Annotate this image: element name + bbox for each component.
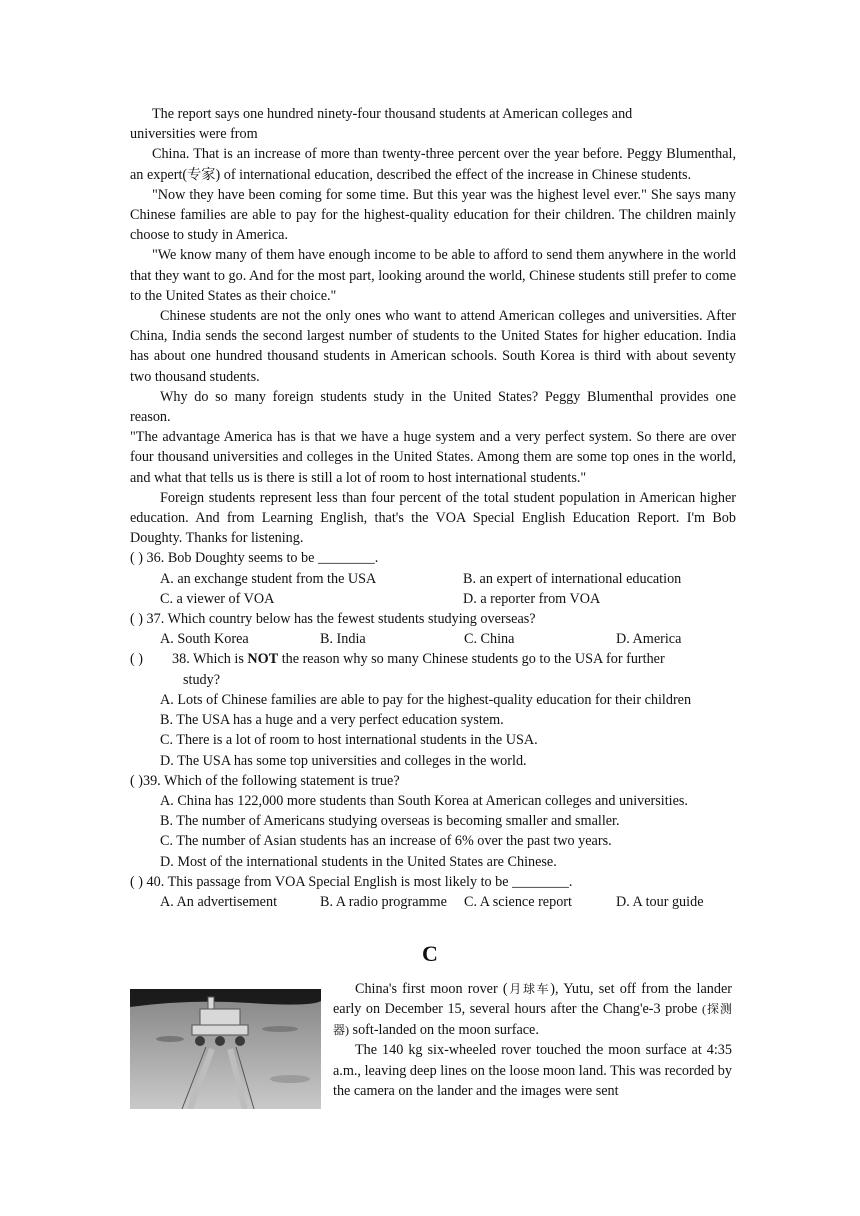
paragraph-6: Why do so many foreign students study in the United States? Peggy Blumenthal provides one reason. [130, 388, 736, 426]
option-38b: B. The USA has a huge and a very perfect education system. [160, 712, 504, 729]
moon-rover-image [130, 989, 321, 1109]
paragraph-8: Foreign students represent less than four percent of the total student population in American higher education. And from Learning English, that's the VOA Special English Education Report. I'm Bob Doughty. Thanks for listening. [130, 489, 736, 547]
paragraph-2: China. That is an increase of more than twenty-three percent over the year before. Peggy Blumenthal, an expert(专家) of international education, described the effect of the increase in Chinese students. [130, 146, 736, 183]
c-p1-part-a: China's first moon rover ( [355, 981, 508, 997]
question-36-stem: ( ) 36. Bob Doughty seems to be ________. [130, 550, 379, 567]
option-37b: B. India [320, 631, 366, 648]
question-38-not: NOT [247, 651, 279, 668]
question-38-post: the reason why so many Chinese students go to the USA for further [278, 651, 665, 668]
question-38-paren: ( ) [130, 651, 143, 668]
option-36a: A. an exchange student from the USA [160, 570, 377, 587]
c-p1-part-b: ), Yutu, set off from the lander early on December 15, several hours after the Chang'e-3 probe [333, 981, 732, 1018]
option-37c: C. China [464, 631, 515, 648]
option-36b: B. an expert of international education [463, 570, 682, 587]
paragraph-4: "We know many of them have enough income to be able to afford to send them anywhere in the world that they want to go. And for the most part, looking around the world, Chinese students still prefer to come to the United States as their choice." [130, 247, 737, 304]
c-p1-part-c: soft-landed on the moon surface. [349, 1021, 539, 1038]
question-36-options-row2 [130, 589, 736, 609]
paragraph-5: Chinese students are not the only ones who want to attend American colleges and universities. After China, India sends the second largest number of students to the United States for higher education. India has about one hundred thousand students in American schools. South Korea is third with about seventy two thousand students. [130, 308, 736, 385]
question-39-stem: ( )39. Which of the following statement is true? [130, 772, 400, 789]
option-40d: D. A tour guide [616, 893, 704, 910]
option-39d: D. Most of the international students in the United States are Chinese. [160, 853, 557, 870]
question-38-stem [130, 649, 736, 669]
question-38-text [172, 649, 736, 669]
question-40-options [130, 892, 736, 912]
option-40c: C. A science report [464, 893, 572, 910]
question-37-options [130, 629, 736, 649]
section-c-text [333, 979, 732, 1101]
option-39a: A. China has 122,000 more students than South Korea at American colleges and universities. [160, 792, 688, 809]
question-36-options-row1 [130, 569, 736, 589]
question-38-pre: 38. Which is [172, 651, 248, 668]
option-37a: A. South Korea [160, 631, 249, 648]
paragraph-7: "The advantage America has is that we have a huge system and a very perfect system. So there are over four thousand universities and colleges in the United States. Among them are some top ones in the world, and what that tells us is there is still a lot of room to host international students." [130, 429, 736, 486]
c-p1-chinese-probe: (探测器) [333, 1002, 732, 1037]
paragraph-1b: universities were from [130, 126, 258, 143]
paragraph-1a: The report says one hundred ninety-four thousand students at American colleges and [152, 106, 633, 122]
option-39b: B. The number of Americans studying overseas is becoming smaller and smaller. [160, 813, 620, 830]
option-40b: B. A radio programme [320, 893, 447, 910]
question-38-continuation: study? [183, 671, 221, 688]
paragraph-3: "Now they have been coming for some time. But this year was the highest level ever." She says many Chinese families are able to pay for the highest-quality education for their children. The children mainly choose to study in America. [130, 186, 736, 244]
option-36c: C. a viewer of VOA [160, 590, 275, 607]
option-40a: A. An advertisement [160, 893, 278, 910]
option-39c: C. The number of Asian students has an increase of 6% over the past two years. [160, 833, 612, 850]
reading-passage-b [130, 104, 736, 912]
option-36d: D. a reporter from VOA [463, 590, 601, 607]
option-38d: D. The USA has some top universities and colleges in the world. [160, 752, 527, 769]
option-38c: C. There is a lot of room to host international students in the USA. [160, 732, 538, 749]
moon-rover-photo [130, 989, 321, 1109]
section-c-paragraph-1 [333, 979, 732, 1040]
section-c-paragraph-2: The 140 kg six-wheeled rover touched the moon surface at 4:35 a.m., leaving deep lines on the loose moon land. This was recorded by the camera on the lander and the images were sent [333, 1042, 732, 1100]
option-38a: A. Lots of Chinese families are able to pay for the highest-quality education for their children [160, 691, 692, 708]
c-p1-chinese-rover: 月球车 [507, 982, 551, 996]
section-c-heading: C [422, 941, 438, 966]
question-37-stem: ( ) 37. Which country below has the fewest students studying overseas? [130, 611, 536, 628]
option-37d: D. America [616, 631, 682, 648]
question-40-stem: ( ) 40. This passage from VOA Special English is most likely to be ________. [130, 873, 573, 890]
